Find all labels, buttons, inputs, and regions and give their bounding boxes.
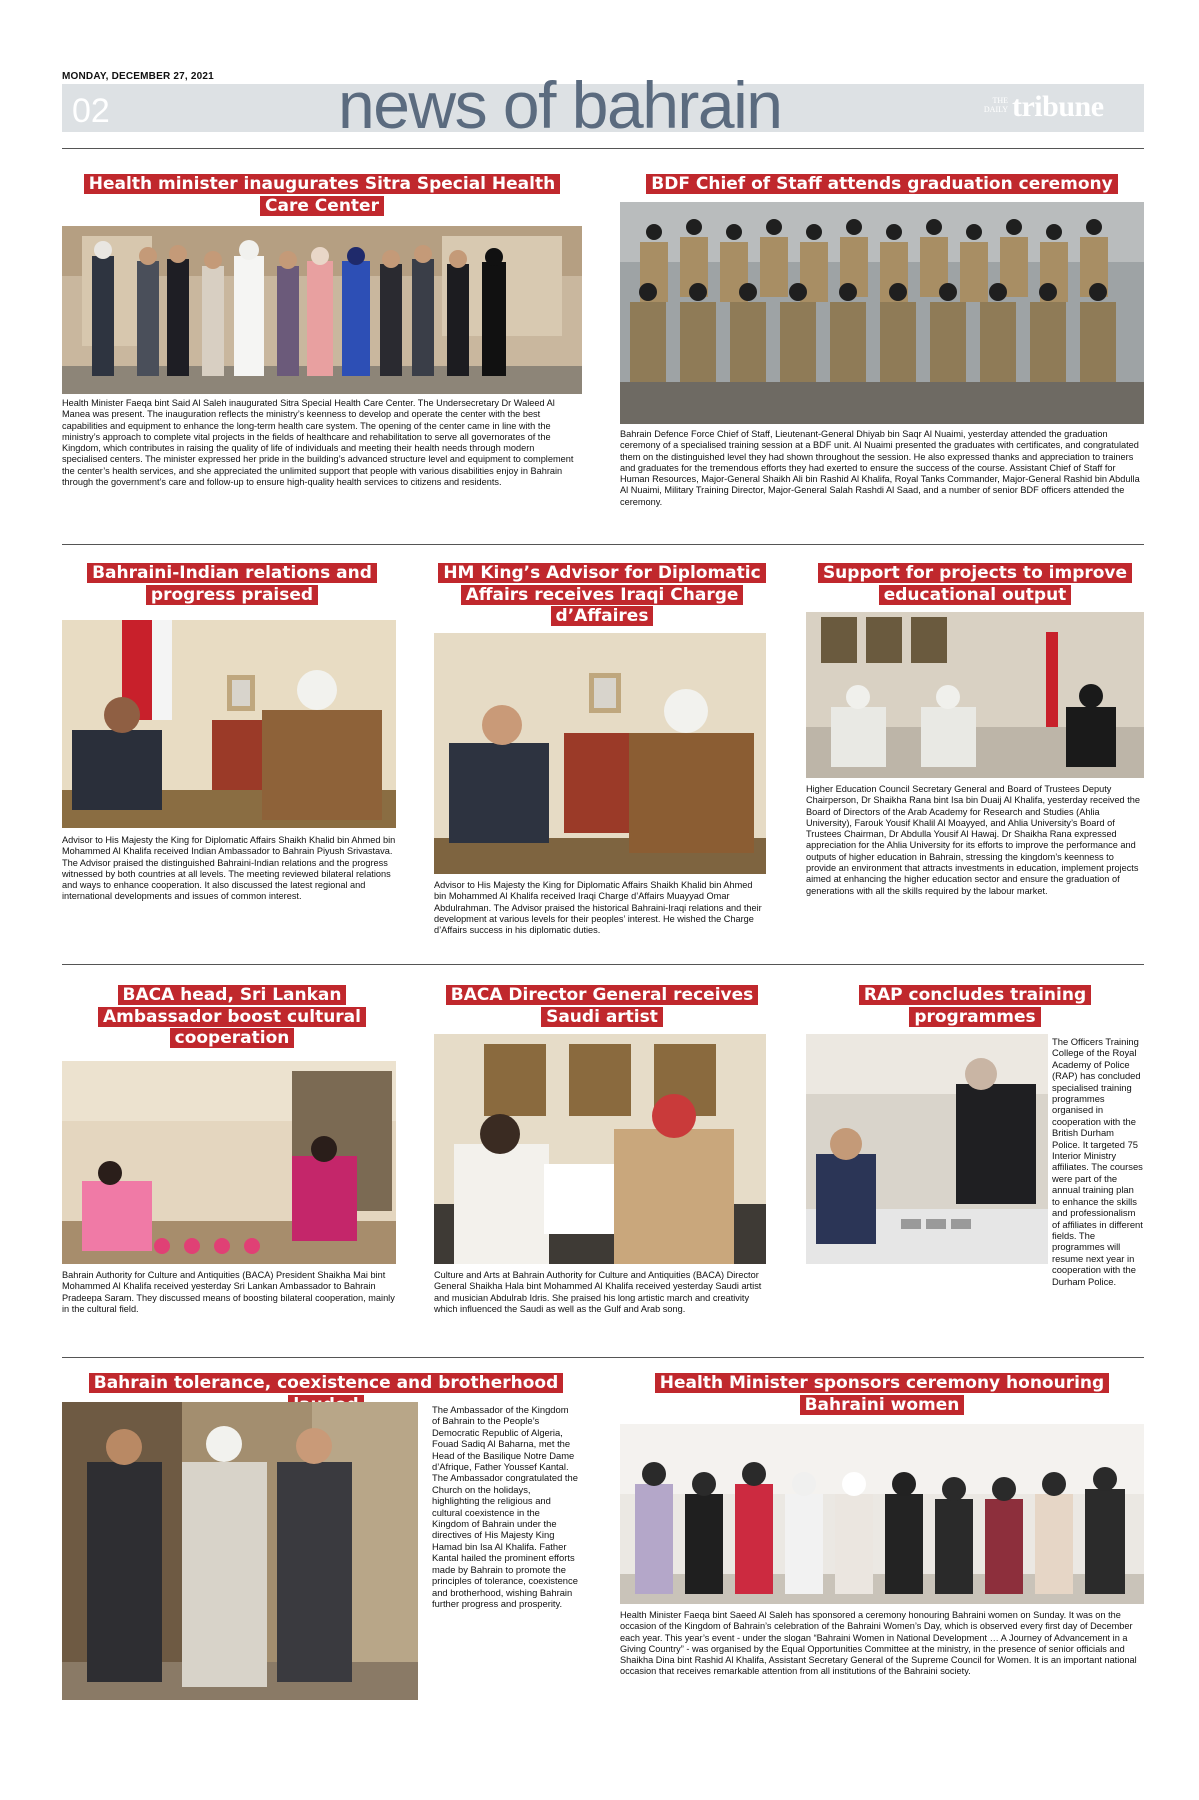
story-headline: Bahraini-Indian relations and progress praised [62, 563, 402, 606]
story-photo [434, 633, 766, 874]
story-headline: BACA head, Sri Lankan Ambassador boost cultural cooperation [62, 985, 402, 1050]
story-caption: Higher Education Council Secretary General and Board of Trustees Deputy Chairperson, Dr Shaikha Rana bint Isa bin Duaij Al Khalifa, yesterday received the Board of Directors of the Arab Academy for Research and Studies (Ahlia University), Farouk Yousif Khalil Al Moayyed, and Ahlia University’s Board of Trustees Chairman, Dr Abdulla Yousif Al Hawaj. Dr Shaikha Rana expressed appreciation for the Ahlia University for its efforts to improve the performance and outputs of higher education in Bahrain, stressing the kingdom’s keenness to provide an environment that attracts investments in education, implement projects aimed at enhancing the higher education sector and ensure the graduation of generations with all the skills required by the labour market. [806, 784, 1140, 896]
logo-name: tribune [1012, 90, 1104, 123]
story-caption: Culture and Arts at Bahrain Authority for Culture and Antiquities (BACA) Director General Shaikha Hala bint Mohammed Al Khalifa received yesterday Saudi artist and musician Abdulrab Idris. She praised his long artistic march and creativity which influenced the Saudi as well as the Gulf and Arab song. [434, 1270, 762, 1314]
story-headline: Support for projects to improve educational output [806, 563, 1144, 606]
story-headline: Bahrain tolerance, coexistence and brotherhood [62, 1373, 590, 1416]
story-photo [806, 612, 1144, 778]
story-photo [62, 620, 396, 828]
story-headline: Health Minister sponsors ceremony honouring Bahraini women [620, 1373, 1144, 1416]
story-headline: RAP concludes training programmes [806, 985, 1144, 1028]
story-photo [62, 1402, 418, 1700]
divider [62, 148, 1144, 149]
story-photo [62, 1061, 396, 1264]
issue-date: MONDAY, DECEMBER 27, 2021 [62, 71, 214, 82]
story-caption: The Officers Training College of the Royal Academy of Police (RAP) has concluded specialised training programmes organised in cooperation with the British Durham Police. It targeted 75 Interior Ministry affiliates. The courses were part of the annual training plan to enhance the skills and professionalism of affiliates in different fields. The programmes will resume next year in cooperation with the Durham Police. [1052, 1036, 1143, 1287]
story-headline: Health minister inaugurates Sitra Special Health Care Center [62, 174, 582, 217]
story-headline: BDF Chief of Staff attends graduation ceremony [620, 174, 1144, 196]
section-title: news of bahrain [338, 68, 782, 142]
story-photo [62, 226, 582, 394]
story-caption: Health Minister Faeqa bint Saeed Al Saleh has sponsored a ceremony honouring Bahraini women on Sunday. It was on the occasion of the Kingdom of Bahrain’s celebration of the Bahraini Women’s Day, which is observed every first day of December each year. This year’s event - under the slogan “Bahraini Women in National Development … A Journey of Advancement in a Giving Country” - was organised by the Equal Opportunities Committee at the ministry, in the presence of senior officials and Shaikha Dina bint Rashid Al Khalifa, Assistant Secretary General of the Supreme Council for Women. It is an important national occasion that receives remarkable attention from all institutions of the Bahraini society. [620, 1610, 1137, 1677]
story-headline: HM King’s Advisor for Diplomatic Affairs receives Iraqi Charge d’Affaires [434, 563, 770, 628]
story-photo [620, 202, 1144, 424]
story-caption: Bahrain Defence Force Chief of Staff, Lieutenant-General Dhiyab bin Saqr Al Nuaimi, yesterday attended the graduation ceremony of a specialised training session at a BDF unit. Al Nuaimi presented the graduates with certificates, and congratulated them on the distinguished level they had shown throughout the session. He also expressed thanks and appreciation to trainers and graduates for the tremendous efforts they had exerted to ensure the success of the course. Assistant Chief of Staff for Human Resources, Major-General Shaikh Ali bin Rashid Al Khalifa, Royal Tanks Commander, Major-General Rashid bin Abdulla Al Nuaimi, Military Training Director, Major-General Salah Rashdi Al Saad, and a number of senior BDF officers attended the ceremony. [620, 429, 1140, 507]
logo-small-text: THE DAILY [983, 96, 1008, 114]
story-caption: Advisor to His Majesty the King for Diplomatic Affairs Shaikh Khalid bin Ahmed bin Mohammed Al Khalifa received Indian Ambassador to Bahrain Piyush Srivastava. The Advisor praised the distinguished Bahraini-Indian relations and the progress witnessed by both countries at all levels. The meeting reviewed bilateral relations and ways to enhance cooperation. It also discussed the latest regional and international developments and issues of common interest. [62, 835, 396, 902]
story-caption: The Ambassador of the Kingdom of Bahrain to the People’s Democratic Republic of Algeria, Fouad Sadiq Al Baharna, met the Head of the Basilique Notre Dame d’Afrique, Father Youssef Kantal. The Ambassador congratulated the Church on the holidays, highlighting the religious and cultural coexistence in the Kingdom of Bahrain under the directives of His Majesty King Hamad bin Isa Al Khalifa. Father Kantal hailed the prominent efforts made by Bahrain to promote the principles of tolerance, coexistence and brotherhood, wishing Bahrain further progress and prosperity. [432, 1404, 578, 1609]
divider [62, 964, 1144, 965]
divider [62, 1357, 1144, 1358]
story-caption: Bahrain Authority for Culture and Antiquities (BACA) President Shaikha Mai bint Mohammed Al Khalifa received yesterday Sri Lankan Ambassador to Bahrain Pradeepa Saram. They discussed means of boosting bilateral cooperation, mainly in the cultural field. [62, 1270, 395, 1314]
page-number: 02 [72, 92, 110, 130]
story-photo [620, 1424, 1144, 1604]
newspaper-logo [980, 90, 1130, 124]
story-photo [434, 1034, 766, 1264]
story-caption: Health Minister Faeqa bint Said Al Saleh inaugurated Sitra Special Health Care Center. The Undersecretary Dr Waleed Al Manea was present. The inauguration reflects the ministry’s keenness to develop and operate the center with the best capabilities and equipment to enhance the long-term health care system. The opening of the center came in line with the ministry’s approach to complete vital projects in the fields of healthcare and rehabilitation to serve all governorates of the Kingdom, which contributes in raising the quality of life of individuals and meeting their health needs through modern specialised centers. The minister expressed her pride in the building’s advanced structure level and equipment to complement the center’s health services, and she appreciated the unlimited support that people with various disabilities enjoy in Bahrain through the government’s care and follow-up to ensure high-quality health services to citizens and residents. [62, 398, 574, 488]
story-caption: Advisor to His Majesty the King for Diplomatic Affairs Shaikh Khalid bin Ahmed bin Mohammed Al Khalifa received Iraqi Charge d’Affairs Muayyad Omar Abdulrahman. The Advisor praised the historical Bahraini-Iraqi relations and their development at various levels for their peoples’ interest. He wished the Charge d’Affairs success in his diplomatic duties. [434, 880, 762, 936]
story-headline: BACA Director General receives Saudi artist [434, 985, 770, 1028]
divider [62, 544, 1144, 545]
story-photo [806, 1034, 1048, 1264]
